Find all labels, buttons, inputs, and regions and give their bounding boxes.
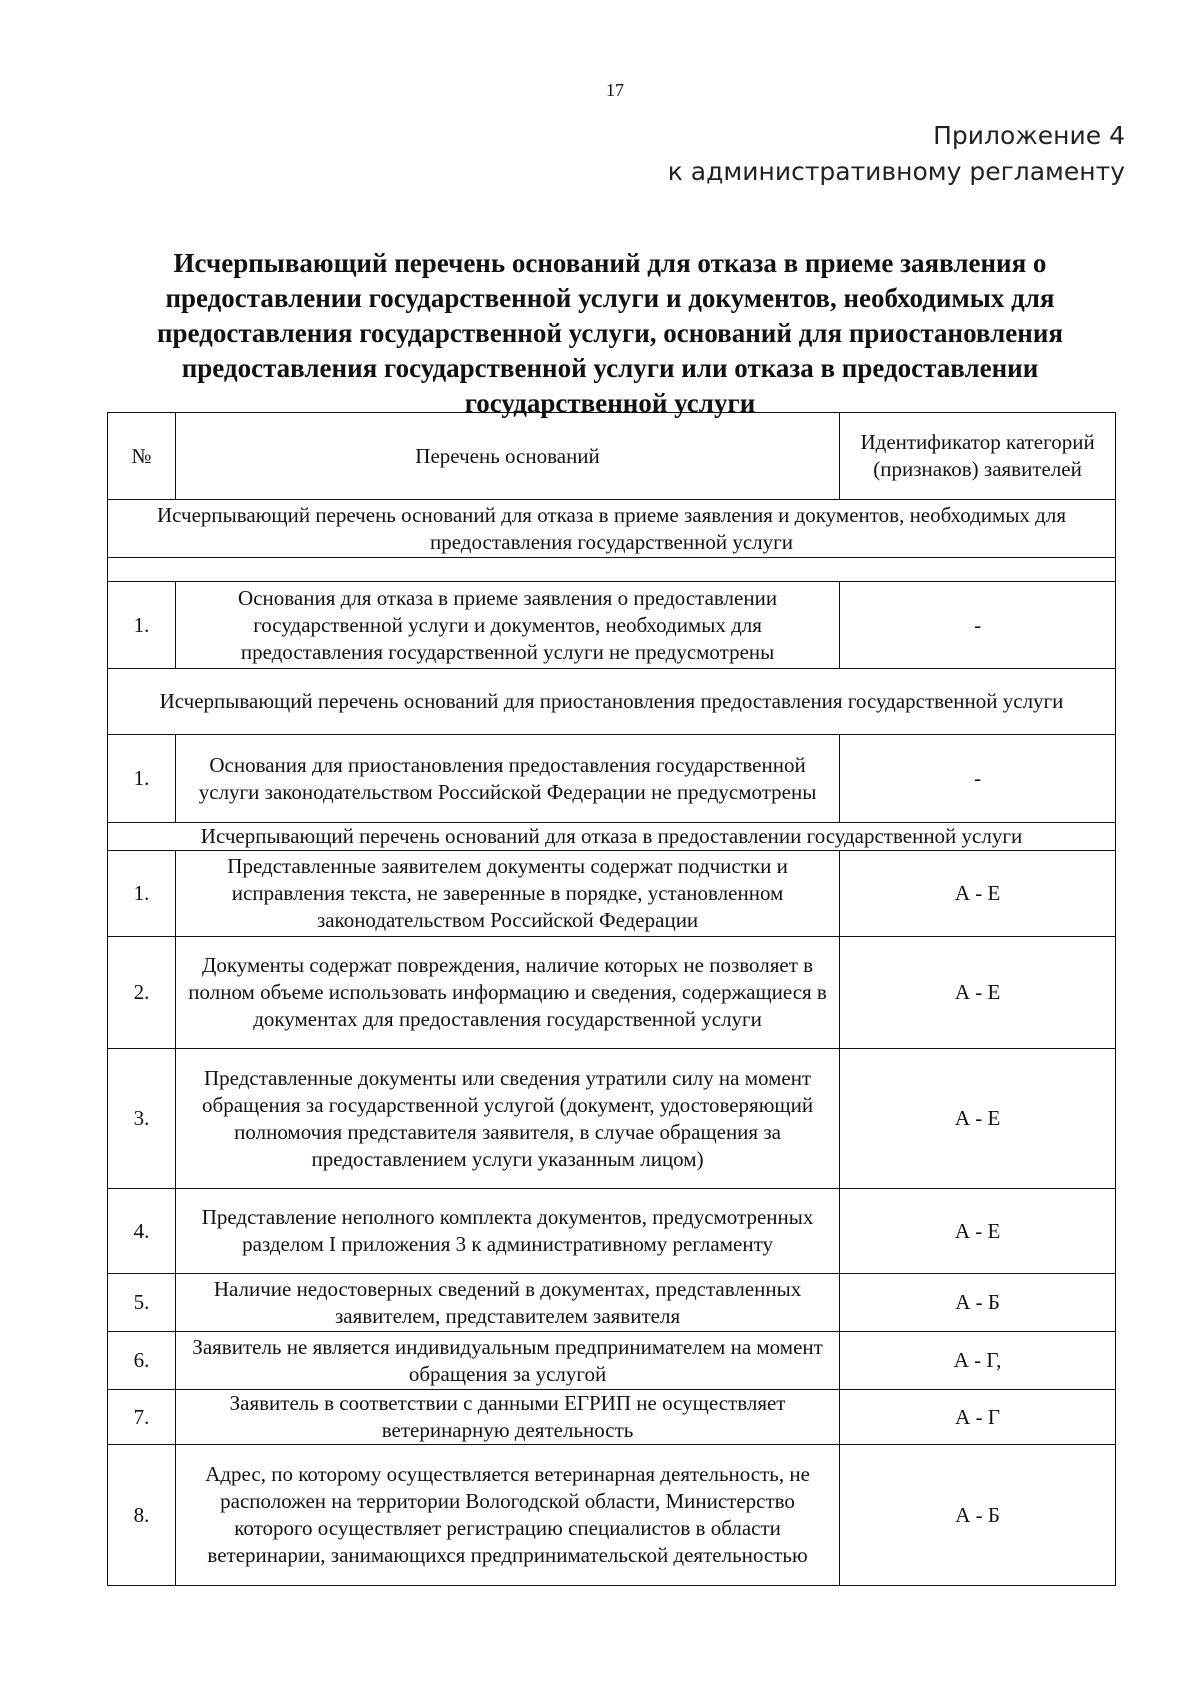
row-num: 1. [108,851,176,937]
row-identifier: А - Е [840,851,1116,937]
page-number: 17 [606,80,624,100]
row-identifier: А - Г, [840,1332,1116,1390]
grounds-table [107,412,1116,1586]
row-text: Основания для приостановления предоставления государственной услуги законодательством Российской Федерации не предусмотрены [175,735,839,823]
appendix-line-2: к административному регламенту [667,157,1125,186]
section-title: Исчерпывающий перечень оснований для отказа в предоставлении государственной услуги [108,823,1116,851]
row-identifier: А - Е [840,1049,1116,1189]
row-num: 3. [108,1049,176,1189]
row-num: 2. [108,937,176,1049]
section-row-suspension [108,669,1116,735]
table-row [108,735,1116,823]
row-text: Документы содержат повреждения, наличие которых не позволяет в полном объеме использовать информацию и сведения, содержащиеся в документах для предоставления государственной услуги [175,937,839,1049]
row-num: 1. [108,735,176,823]
table-row [108,1332,1116,1390]
row-num: 5. [108,1274,176,1332]
section-row-reception-refusal [108,500,1116,558]
appendix-heading [668,118,1125,190]
blank-cell [108,558,1116,582]
row-text: Представление неполного комплекта документов, предусмотренных разделом I приложения 3 к административному регламенту [175,1189,839,1274]
row-text: Заявитель не является индивидуальным предпринимателем на момент обращения за услугой [175,1332,839,1390]
row-text: Заявитель в соответствии с данными ЕГРИП не осуществляет ветеринарную деятельность [175,1390,839,1445]
table-row [108,1274,1116,1332]
section-row-service-refusal [108,823,1116,851]
row-text: Представленные документы или сведения утратили силу на момент обращения за государственной услугой (документ, удостоверяющий полномочия представителя заявителя, в случае обращения за предоставлением услуги указанным лицом) [175,1049,839,1189]
row-identifier: А - Е [840,937,1116,1049]
table-row [108,1390,1116,1445]
row-text: Представленные заявителем документы содержат подчистки и исправления текста, не заверенные в порядке, установленном законодательством Российской Федерации [175,851,839,937]
table-row [108,1445,1116,1586]
row-num: 1. [108,582,176,669]
row-text: Основания для отказа в приеме заявления о предоставлении государственной услуги и документов, необходимых для предоставления государственной услуги не предусмотрены [175,582,839,669]
row-num: 8. [108,1445,176,1586]
row-num: 4. [108,1189,176,1274]
row-text: Наличие недостоверных сведений в документах, представленных заявителем, представителем заявителя [175,1274,839,1332]
header-identifier: Идентификатор категорий (признаков) заявителей [840,413,1116,500]
row-identifier: - [840,735,1116,823]
header-grounds: Перечень оснований [175,413,839,500]
row-text: Адрес, по которому осуществляется ветеринарная деятельность, не расположен на территории Вологодской области, Министерство которого осуществляет регистрацию специалистов в области ветеринарии, занимающихся предпринимательской деятельностью [175,1445,839,1586]
row-identifier: А - Б [840,1274,1116,1332]
table-row [108,1049,1116,1189]
table-row [108,1189,1116,1274]
header-num: № [108,413,176,500]
row-identifier: А - Е [840,1189,1116,1274]
section-title: Исчерпывающий перечень оснований для отказа в приеме заявления и документов, необходимых для предоставления государственной услуги [108,500,1116,558]
row-identifier: А - Б [840,1445,1116,1586]
row-identifier: А - Г [840,1390,1116,1445]
table-row [108,582,1116,669]
row-num: 7. [108,1390,176,1445]
table-row [108,851,1116,937]
section-title: Исчерпывающий перечень оснований для приостановления предоставления государственной услуги [108,669,1116,735]
appendix-line-1: Приложение 4 [933,121,1125,150]
table-row [108,937,1116,1049]
table-header-row [108,413,1116,500]
row-identifier: - [840,582,1116,669]
document-title: Исчерпывающий перечень оснований для отказа в приеме заявления о предоставлении государственной услуги и документов, необходимых для предоставления государственной услуги, оснований для приостановления предоставления государственной услуги или отказа в предоставлении государственной услуги [156,248,1063,418]
row-num: 6. [108,1332,176,1390]
blank-row [108,558,1116,582]
